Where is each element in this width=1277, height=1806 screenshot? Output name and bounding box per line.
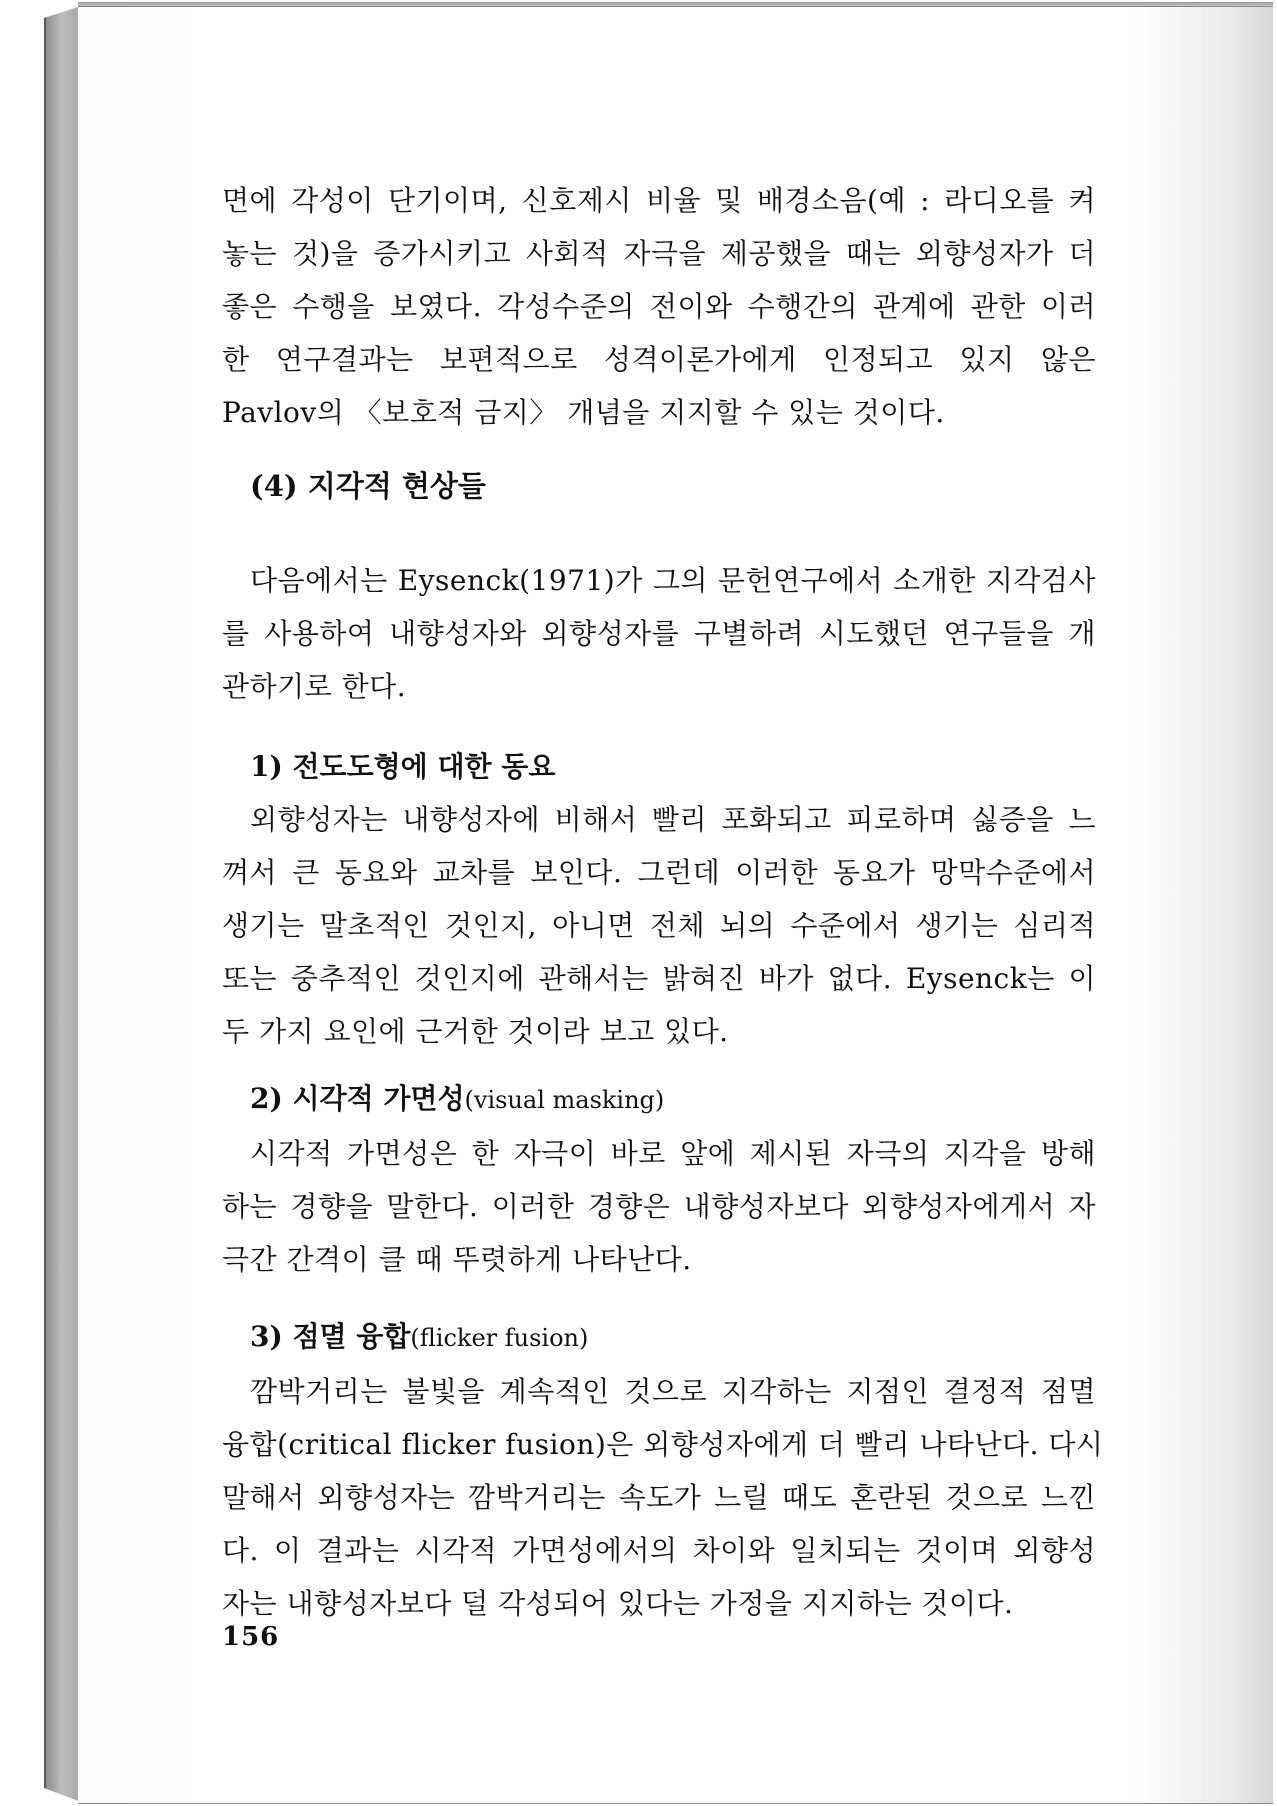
text-line: 두 가지 요인에 근거한 것이라 보고 있다. (222, 1015, 729, 1048)
subsection-heading (222, 1072, 1096, 1127)
text-line: 한 연구결과는 보편적으로 성격이론가에게 인정되고 있지 않은 (222, 343, 1096, 376)
paragraph-continuation (222, 174, 1096, 439)
subsection-heading-ko: 2) 시각적 가면성 (250, 1082, 465, 1115)
text-line: Pavlov의 〈보호적 금지〉 개념을 지지할 수 있는 것이다. (222, 396, 945, 429)
subsection-heading (222, 1310, 1096, 1365)
subsection-1 (222, 740, 1096, 1058)
page-number: 156 (222, 1622, 280, 1652)
text-line: 자는 내향성자보다 덜 각성되어 있다는 가정을 지지하는 것이다. (222, 1587, 1014, 1620)
text-line: 융합(critical flicker fusion)은 외향성자에게 더 빨리 나타난다. 다시 (222, 1428, 1104, 1461)
section-heading: (4) 지각적 현상들 (250, 469, 486, 503)
subsection-heading-en: (visual masking) (464, 1086, 665, 1114)
text-line: 관하기로 한다. (222, 670, 407, 703)
text-line: 생기는 말초적인 것인지, 아니면 전체 뇌의 수준에서 생기는 심리적 (222, 909, 1096, 942)
text-line: 좋은 수행을 보였다. 각성수준의 전이와 수행간의 관계에 관한 이러 (222, 290, 1096, 323)
text-line: 극간 간격이 클 때 뚜렷하게 나타난다. (222, 1243, 692, 1276)
subsection-heading-ko: 3) 점멸 융합 (250, 1320, 411, 1353)
text-line: 시각적 가면성은 한 자극이 바로 앞에 제시된 자극의 지각을 방해 (250, 1137, 1096, 1170)
paragraph-text (222, 174, 1096, 439)
text-line: 또는 중추적인 것인지에 관해서는 밝혀진 바가 없다. Eysenck는 이 (222, 962, 1096, 995)
subsection-heading-en: (flicker fusion) (410, 1324, 589, 1352)
text-line: 말해서 외향성자는 깜박거리는 속도가 느릴 때도 혼란된 것으로 느낀 (222, 1481, 1096, 1514)
paragraph-text (222, 1365, 1104, 1630)
section-heading-block (222, 460, 1096, 513)
text-line: 깜박거리는 불빛을 계속적인 것으로 지각하는 지점인 결정적 점멸 (250, 1375, 1096, 1408)
subsection-2 (222, 1072, 1096, 1286)
text-line: 면에 각성이 단기이며, 신호제시 비율 및 배경소음(예 : 라디오를 켜 (222, 184, 1096, 217)
paragraph-text (222, 554, 1096, 713)
text-line: 다. 이 결과는 시각적 가면성에서의 차이와 일치되는 것이며 외향성 (222, 1534, 1096, 1567)
section-intro (222, 554, 1096, 713)
text-line: 외향성자는 내향성자에 비해서 빨리 포화되고 피로하며 싫증을 느 (250, 803, 1096, 836)
text-line: 껴서 큰 동요와 교차를 보인다. 그런데 이러한 동요가 망막수준에서 (222, 856, 1096, 889)
paragraph-text (222, 1127, 1096, 1286)
text-line: 하는 경향을 말한다. 이러한 경향은 내향성자보다 외향성자에게서 자 (222, 1190, 1096, 1223)
text-line: 를 사용하여 내향성자와 외향성자를 구별하려 시도했던 연구들을 개 (222, 617, 1096, 650)
book-spine (44, 6, 81, 1802)
text-line: 다음에서는 Eysenck(1971)가 그의 문헌연구에서 소개한 지각검사 (250, 564, 1096, 597)
text-line: 놓는 것)을 증가시키고 사회적 자극을 제공했을 때는 외향성자가 더 (222, 237, 1096, 270)
subsection-3 (222, 1310, 1104, 1630)
paragraph-text (222, 793, 1096, 1058)
subsection-heading: 1) 전도도형에 대한 동요 (250, 750, 556, 783)
